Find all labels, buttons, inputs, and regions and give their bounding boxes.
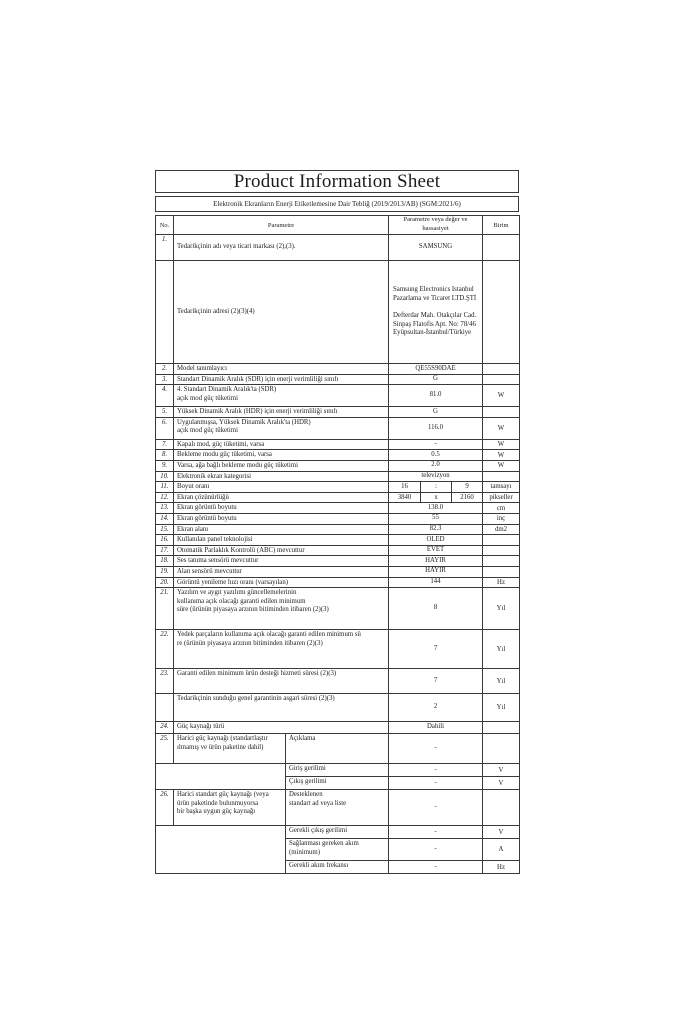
value-cell: [389, 439, 483, 450]
cell-line: [393, 303, 482, 312]
row-number: 20.: [156, 577, 174, 588]
unit-cell: Hz: [483, 861, 520, 874]
param-cell: [174, 261, 389, 364]
table-row: [156, 524, 520, 535]
cell-line: re (ürünün piyasaya arzının bitiminden itibaren (2)(3): [177, 639, 323, 647]
cell-line: Yazılım ve aygıt yazılımı güncellemelerinin: [177, 589, 297, 597]
value-cell: [389, 407, 483, 418]
cell-line: 144: [430, 578, 441, 585]
row-number: 14.: [156, 513, 174, 524]
unit-cell: W: [483, 460, 520, 471]
value-cell: [389, 524, 483, 535]
value-part-cell: 2160: [452, 492, 483, 503]
param-cell: [174, 471, 389, 482]
value-cell: [389, 503, 483, 514]
unit-cell: A: [483, 839, 520, 861]
row-number: 12.: [156, 492, 174, 503]
empty-cell: [156, 826, 286, 874]
value-cell: [389, 861, 483, 874]
cell-line: 0.5: [431, 450, 440, 458]
value-cell: [389, 722, 483, 734]
cell-line: Eyüpsultan-İstanbul/Türkiye: [393, 329, 472, 337]
param-cell: [174, 694, 389, 722]
spec-table: [155, 215, 520, 874]
unit-cell: [483, 790, 520, 826]
cell-line: Görüntü yenileme hızı oranı (varsayılan): [177, 578, 288, 586]
value-cell: [389, 577, 483, 588]
unit-cell: inç: [483, 513, 520, 524]
row-number: 15.: [156, 524, 174, 535]
value-cell: [389, 535, 483, 546]
cell-line: Harici standart güç kaynağı (veya: [177, 791, 269, 799]
param-cell: [174, 577, 389, 588]
header-row: [156, 216, 520, 235]
param-cell: [174, 790, 286, 826]
spec-table-body: [156, 235, 520, 874]
cell-line: -: [434, 862, 437, 870]
param-cell: [174, 545, 389, 556]
cell-line: HAYIR: [425, 556, 446, 564]
param-cell: [174, 513, 389, 524]
value-cell: [389, 513, 483, 524]
cell-line: Model tanımlayıcı: [177, 365, 228, 372]
param-cell: [174, 588, 389, 630]
row-number: 16.: [156, 535, 174, 546]
unit-cell: [483, 722, 520, 734]
unit-cell: [483, 235, 520, 261]
unit-cell: dm2: [483, 524, 520, 535]
param-cell: [174, 669, 389, 694]
cell-line: -: [434, 744, 437, 752]
cell-line: Sinpaş Flatofis Apt. No: 78/46: [393, 320, 476, 328]
value-cell: [389, 694, 483, 722]
table-row: [156, 471, 520, 482]
value-cell: [389, 374, 483, 385]
empty-cell: [156, 764, 286, 790]
param-cell: [174, 235, 389, 261]
value-cell: [389, 235, 483, 261]
cell-line: (minimum): [289, 848, 320, 856]
row-number: 5.: [156, 407, 174, 418]
subparam-cell: [286, 839, 389, 861]
table-row: [156, 790, 520, 826]
cell-line: Alan sensörü mevcuttur: [177, 567, 242, 575]
value-cell: [389, 630, 483, 669]
cell-line: 8: [433, 604, 438, 612]
row-number: 6.: [156, 417, 174, 439]
cell-line: Bekleme modu güç tüketimi, varsa: [177, 451, 272, 459]
cell-line: Otomatik Parlaklık Kontrolü (ABC) mevcuttur: [177, 546, 305, 554]
regulation-subtitle: Elektronik Ekranların Enerji Etiketlemesine Dair Tebliğ (2019/2013/AB) (SGM:2021/6): [155, 196, 519, 212]
cell-line: hassasiyet: [422, 225, 449, 232]
value-cell: [389, 450, 483, 461]
cell-line: Elektronik ekran kategorisi: [177, 472, 251, 480]
product-information-sheet: [155, 170, 519, 874]
param-cell: [174, 734, 286, 764]
unit-cell: [483, 535, 520, 546]
cell-line: OLED: [426, 535, 445, 543]
table-row: [156, 577, 520, 588]
cell-line: Harici güç kaynağı (standartlaştır: [177, 735, 268, 743]
unit-cell: pikseller: [483, 492, 520, 503]
cell-line: ılmamış ve ürün paketine dahil): [177, 743, 264, 751]
cell-line: Açıklama: [289, 735, 316, 743]
table-row: [156, 694, 520, 722]
table-row: [156, 566, 520, 577]
param-cell: [174, 374, 389, 385]
row-number: 21.: [156, 588, 174, 630]
cell-line: 82.3: [429, 525, 442, 533]
value-cell: [389, 261, 483, 364]
row-number: 3.: [156, 374, 174, 385]
cell-line: QE55S90DAE: [415, 364, 456, 372]
table-row: [156, 826, 520, 839]
param-cell: [174, 630, 389, 669]
value-cell: [389, 826, 483, 839]
cell-line: Çıkış gerilimi: [289, 778, 327, 786]
cell-line: G: [433, 407, 438, 415]
cell-line: Ekran görüntü boyutu: [177, 504, 237, 512]
cell-line: G: [433, 375, 438, 383]
row-number: 2.: [156, 364, 174, 375]
param-cell: [174, 566, 389, 577]
unit-cell: tamsayı: [483, 482, 520, 493]
cell-line: Varsa, ağa bağlı bekleme modu güç tüketimi: [177, 461, 298, 469]
table-row: [156, 492, 520, 503]
cell-line: televizyon: [421, 472, 450, 480]
cell-line: Yedek parçaların kullanıma açık olacağı garanti edilen minimum sü: [177, 631, 361, 639]
cell-line: 7: [433, 676, 438, 684]
cell-line: Boyut oranı: [177, 483, 210, 491]
row-number: 17.: [156, 545, 174, 556]
cell-line: -: [434, 803, 437, 811]
row-number: 8.: [156, 450, 174, 461]
cell-line: standart ad veya liste: [289, 799, 347, 807]
value-cell: [389, 460, 483, 471]
unit-cell: V: [483, 777, 520, 790]
cell-line: EVET: [426, 546, 445, 554]
table-row: [156, 669, 520, 694]
cell-line: Kapalı mod, güç tüketimi, varsa: [177, 440, 265, 448]
row-number: 7.: [156, 439, 174, 450]
subparam-cell: [286, 826, 389, 839]
cell-line: Parametre veya değer ve: [403, 216, 468, 224]
unit-cell: W: [483, 450, 520, 461]
value-cell: [389, 588, 483, 630]
unit-cell: [483, 556, 520, 567]
cell-line: Ekran görüntü boyutu: [177, 514, 237, 522]
cell-line: Sağlanması gereken akım: [289, 840, 359, 848]
unit-cell: cm: [483, 503, 520, 514]
value-cell: [389, 556, 483, 567]
cell-line: bir başka uygun güç kaynağı: [177, 808, 256, 816]
unit-cell: [483, 364, 520, 375]
table-row: [156, 535, 520, 546]
value-cell: [389, 777, 483, 790]
unit-cell: V: [483, 764, 520, 777]
value-cell: [389, 566, 483, 577]
cell-line: Ekran alanı: [177, 525, 209, 533]
cell-line: Tedarikçinin adresi (2)(3)(4): [177, 307, 255, 315]
cell-line: Gerekli akım frekansı: [289, 862, 349, 870]
param-cell: [174, 482, 389, 493]
cell-line: Tedarikçinin sunduğu genel garantinin asgari süresi (2)(3): [177, 695, 335, 703]
row-number: 18.: [156, 556, 174, 567]
unit-cell: [483, 566, 520, 577]
table-row: [156, 513, 520, 524]
cell-line: Gerekli çıkış gerilimi: [289, 827, 348, 835]
cell-line: 2: [433, 703, 438, 711]
cell-line: Ses tanıma sensörü mevcuttur: [177, 557, 259, 565]
cell-line: -: [434, 440, 437, 448]
param-cell: [174, 722, 389, 734]
param-cell: [174, 524, 389, 535]
cell-line: Yüksek Dinamik Aralık (HDR) için enerji verimliliği sınıfı: [177, 408, 338, 416]
cell-line: 116.0: [427, 423, 444, 431]
cell-line: Standart Dinamik Aralık (SDR) için enerji verimliliği sınıfı: [177, 375, 339, 383]
table-row: [156, 407, 520, 418]
table-row: [156, 417, 520, 439]
value-part-cell: :: [421, 482, 452, 493]
table-row: [156, 556, 520, 567]
cell-line: 81.0: [429, 391, 442, 399]
value-cell: [389, 764, 483, 777]
table-row: [156, 482, 520, 493]
table-row: [156, 734, 520, 764]
cell-line: Samsung Electronics Istanbul: [393, 286, 474, 294]
row-number: 10.: [156, 471, 174, 482]
value-part-cell: 3840: [389, 492, 421, 503]
table-row: [156, 545, 520, 556]
cell-line: açık mod güç tüketimi: [177, 427, 238, 435]
row-number: [156, 694, 174, 722]
subparam-cell: [286, 790, 389, 826]
cell-line: SAMSUNG: [418, 243, 453, 251]
unit-cell: [483, 734, 520, 764]
cell-line: Giriş gerilimi: [289, 765, 326, 773]
param-cell: [174, 503, 389, 514]
unit-cell: W: [483, 439, 520, 450]
table-row: [156, 450, 520, 461]
unit-cell: V: [483, 826, 520, 839]
unit-cell: W: [483, 417, 520, 439]
row-number: 22.: [156, 630, 174, 669]
table-row: [156, 503, 520, 514]
table-row: [156, 374, 520, 385]
col-header-parametre: Parametre: [174, 216, 389, 235]
subparam-cell: [286, 861, 389, 874]
cell-line: Garanti edilen minimum ürün desteği hizmeti süresi (2)(3): [177, 670, 337, 678]
param-cell: [174, 417, 389, 439]
cell-line: 4. Standart Dinamik Aralık'ta (SDR): [177, 386, 277, 394]
unit-cell: Yıl: [483, 694, 520, 722]
cell-line: -: [434, 845, 437, 853]
cell-line: Dahili: [427, 723, 445, 731]
param-cell: [174, 439, 389, 450]
cell-line: Kullanılan panel teknolojisi: [177, 536, 253, 544]
unit-cell: [483, 374, 520, 385]
table-row: [156, 764, 520, 777]
cell-line: kullanıma açık olacağı garanti edilen minimum: [177, 597, 306, 605]
unit-cell: Hz: [483, 577, 520, 588]
row-number: 25.: [156, 734, 174, 764]
table-row: [156, 630, 520, 669]
cell-line: Güç kaynağı türü: [177, 723, 225, 731]
cell-line: 7: [433, 644, 438, 652]
unit-cell: Yıl: [483, 630, 520, 669]
row-number: 24.: [156, 722, 174, 734]
row-number: [156, 261, 174, 364]
unit-cell: Yıl: [483, 588, 520, 630]
row-number: 23.: [156, 669, 174, 694]
param-cell: [174, 385, 389, 407]
page-title: Product Information Sheet: [155, 170, 519, 193]
col-header-value: [389, 216, 483, 235]
cell-line: Ekran çözünürlüğü: [177, 493, 229, 501]
col-header-no: No.: [156, 216, 174, 235]
unit-cell: W: [483, 385, 520, 407]
param-cell: [174, 492, 389, 503]
table-row: [156, 385, 520, 407]
cell-line: 55: [432, 514, 439, 522]
subparam-cell: [286, 777, 389, 790]
param-cell: [174, 450, 389, 461]
table-row: [156, 460, 520, 471]
cell-line: 2.0: [431, 461, 440, 469]
table-row: [156, 364, 520, 375]
value-cell: [389, 471, 483, 482]
param-cell: [174, 407, 389, 418]
value-cell: [389, 734, 483, 764]
value-cell: [389, 545, 483, 556]
subparam-cell: [286, 734, 389, 764]
table-row: [156, 235, 520, 261]
row-number: 19.: [156, 566, 174, 577]
row-number: 4.: [156, 385, 174, 407]
table-row: [156, 588, 520, 630]
value-cell: [389, 839, 483, 861]
row-number: 1.: [156, 235, 174, 261]
cell-line: süre (ürünün piyasaya arzının bitiminden itibaren (2)(3): [177, 606, 329, 614]
unit-cell: [483, 471, 520, 482]
param-cell: [174, 460, 389, 471]
row-number: 11.: [156, 482, 174, 493]
row-number: 26.: [156, 790, 174, 826]
row-number: 9.: [156, 460, 174, 471]
value-cell: [389, 385, 483, 407]
cell-line: ürün paketinde bulunmuyorsa: [177, 799, 259, 807]
cell-line: Pazarlama ve Ticaret LTD.ŞTİ: [393, 294, 477, 302]
row-number: 13.: [156, 503, 174, 514]
table-row: [156, 722, 520, 734]
value-cell: [389, 364, 483, 375]
value-part-cell: x: [421, 492, 452, 503]
cell-line: -: [434, 765, 437, 773]
subparam-cell: [286, 764, 389, 777]
table-row: [156, 261, 520, 364]
cell-line: açık mod güç tüketimi: [177, 394, 238, 402]
cell-line: -: [434, 778, 437, 786]
unit-cell: [483, 261, 520, 364]
value-cell: [389, 417, 483, 439]
col-header-birim: Birim: [483, 216, 520, 235]
unit-cell: Yıl: [483, 669, 520, 694]
table-row: [156, 439, 520, 450]
unit-cell: [483, 545, 520, 556]
unit-cell: [483, 407, 520, 418]
value-cell: [389, 669, 483, 694]
value-part-cell: 16: [389, 482, 421, 493]
cell-line: Desteklenen: [289, 791, 323, 799]
cell-line: Tedarikçinin adı veya ticari markası (2),(3).: [177, 243, 296, 251]
cell-line: Uygulanmışsa, Yüksek Dinamik Aralık'ta (HDR): [177, 418, 311, 426]
param-cell: [174, 556, 389, 567]
cell-line: 138.0: [427, 503, 444, 511]
param-cell: [174, 364, 389, 375]
cell-line: -: [434, 827, 437, 835]
value-part-cell: 9: [452, 482, 483, 493]
value-cell: [389, 790, 483, 826]
cell-line: HAYIR: [425, 567, 446, 575]
cell-line: Defterdar Mah. Otakçılar Cad.: [393, 312, 477, 319]
param-cell: [174, 535, 389, 546]
